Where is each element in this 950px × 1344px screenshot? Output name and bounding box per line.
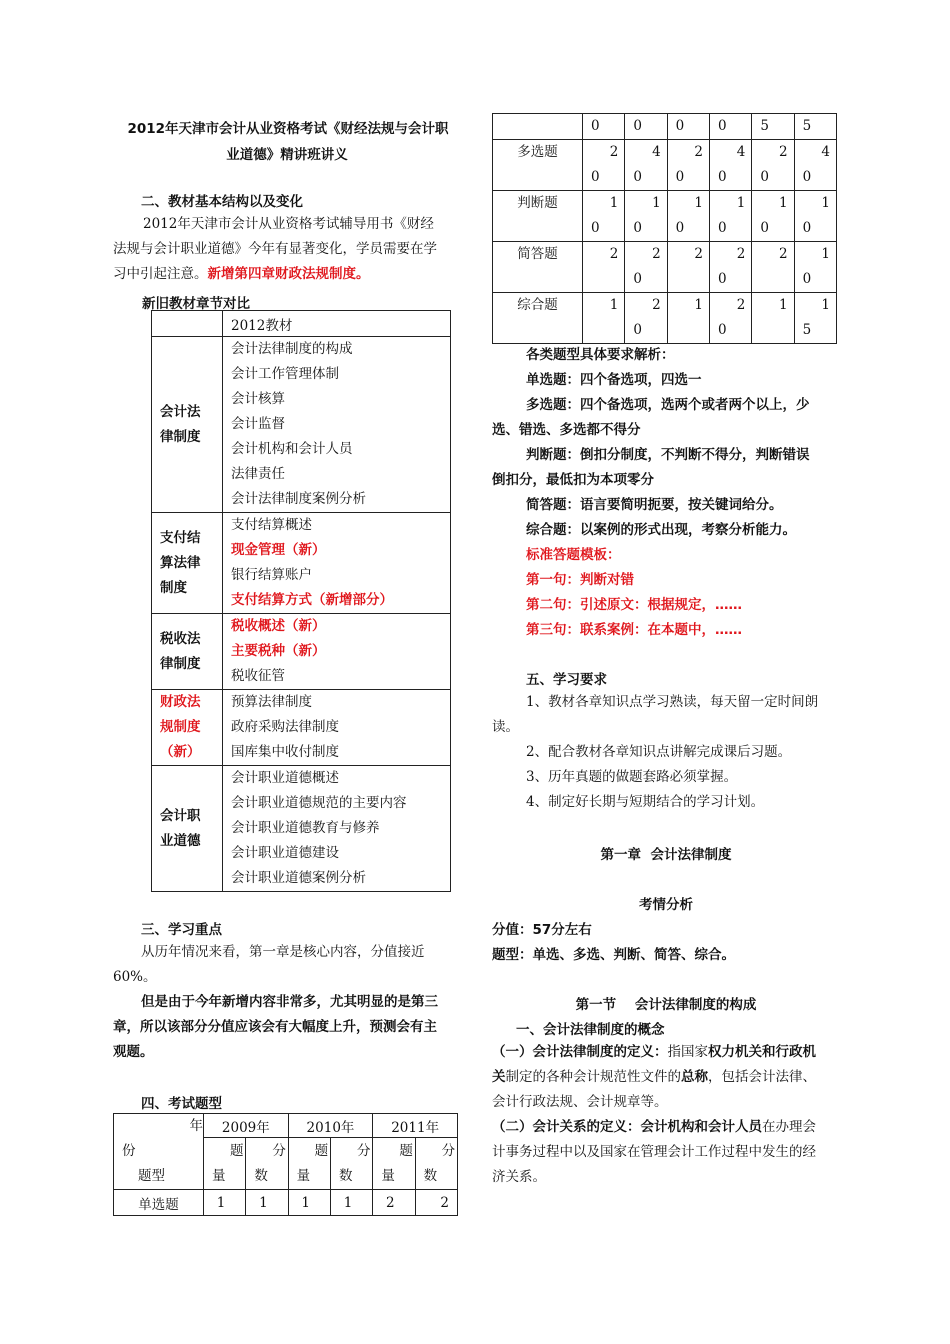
table-cell: 1 0: [583, 191, 625, 242]
table-cell: 1 0: [625, 191, 667, 242]
corner-type: 题型: [138, 1168, 165, 1184]
list-item-new: 税收概述（新）: [231, 618, 326, 634]
req-line: 综合题：以案例的形式出现，考察分析能力。: [526, 522, 796, 538]
list-item: 会计监督: [231, 416, 285, 432]
subheader-score: 分 数: [246, 1138, 288, 1190]
list-item: 法律责任: [231, 466, 285, 482]
list-item: 银行结算账户: [231, 567, 312, 583]
chapter1-title: 第一章 会计法律制度: [600, 847, 732, 863]
table-cell: 0: [709, 114, 751, 140]
table-cell: 1 0: [794, 191, 836, 242]
list-item-new: 支付结算方式（新增部分）: [231, 592, 393, 608]
template-title: 标准答题模板：: [526, 547, 621, 563]
table-cell: 5: [752, 114, 794, 140]
group-items: [223, 690, 451, 766]
compare-title: 新旧教材章节对比: [142, 296, 250, 312]
template-line: 第三句：联系案例：在本题中，……: [526, 622, 742, 638]
group-label: 会计职 业道德: [152, 766, 223, 892]
table-cell: 2 0: [625, 293, 667, 344]
year-header: 2011年: [373, 1114, 458, 1138]
row-label: 判断题: [493, 191, 583, 242]
para-line: 法规与会计职业道德》今年有显著变化，学员需要在学: [113, 241, 437, 257]
req-line: 判断题：倒扣分制度，不判断不得分，判断错误: [526, 447, 810, 463]
subheader-count: 题 量: [373, 1138, 415, 1190]
list-item: 3、历年真题的做题套路必须掌握。: [526, 769, 738, 785]
table-cell: 1: [288, 1190, 330, 1216]
section3-paragraph1: [113, 940, 461, 990]
list-item: 会计法律制度的构成: [231, 341, 353, 357]
group-label: 税收法 律制度: [152, 614, 223, 690]
def-text: 会计行政法规、会计规章等。: [492, 1094, 668, 1110]
table-cell: 2 0: [667, 140, 709, 191]
list-item: 会计核算: [231, 391, 285, 407]
group-label-new: 财政法 规制度 （新）: [152, 690, 223, 766]
new-chapter-note: 新增第四章财政法规制度。: [207, 266, 370, 282]
qtypes-line: 题型：单选、多选、判断、简答、综合。: [492, 947, 735, 963]
subsection1-title: 一、会计法律制度的概念: [516, 1022, 665, 1038]
subheader-score: 分 数: [330, 1138, 372, 1190]
para-text: 习中引起注意。: [113, 266, 208, 282]
table-cell: 1 5: [794, 293, 836, 344]
section2-paragraph: [113, 212, 461, 287]
def-text: 计事务过程中以及国家在管理会计工作过程中发生的经: [492, 1144, 816, 1160]
corner-fen: 份: [122, 1143, 136, 1159]
para-line: 但是由于今年新增内容非常多，尤其明显的是第三: [141, 994, 438, 1010]
req-line: 简答题：语言要简明扼要，按关键词给分。: [526, 497, 783, 513]
group-items: [223, 337, 451, 513]
list-item: 会计机构和会计人员: [231, 441, 353, 457]
def-emphasis: 总称: [681, 1069, 708, 1085]
table-cell: 0: [583, 114, 625, 140]
header-empty-cell: [152, 311, 223, 337]
def-text: 制定的各种会计规范性文件的: [505, 1069, 681, 1085]
list-item: 会计职业道德建设: [231, 845, 339, 861]
def-emphasis: 权力机关和行政机: [708, 1044, 816, 1060]
para-line: 从历年情况来看，第一章是核心内容，分值接近: [141, 944, 425, 960]
exam-type-table-continued: [492, 113, 837, 344]
table-cell: 2 0: [709, 293, 751, 344]
table-header: 2012教材: [223, 311, 451, 337]
list-item: 会计法律制度案例分析: [231, 491, 366, 507]
section5-heading: 五、学习要求: [526, 672, 607, 688]
doc-title-line2: 业道德》精讲班讲义: [226, 147, 348, 163]
list-item: 会计职业道德教育与修养: [231, 820, 380, 836]
exam-type-table: [113, 1113, 458, 1216]
table-cell: 1: [667, 293, 709, 344]
group-items: [223, 766, 451, 892]
group-label: 会计法 律制度: [152, 337, 223, 513]
score-line: 分值：57分左右: [492, 922, 592, 938]
year-header: 2010年: [288, 1114, 373, 1138]
list-item: 税收征管: [231, 668, 285, 684]
req-line: 选、错选、多选都不得分: [492, 422, 641, 438]
template-line: 第二句：引述原文：根据规定，……: [526, 597, 742, 613]
list-item-cont: 读。: [492, 719, 519, 735]
table-cell: 1: [583, 293, 625, 344]
table-cell: 2: [373, 1190, 415, 1216]
def-emphasis: 会计机构和会计人员: [640, 1119, 762, 1135]
list-item-new: 主要税种（新）: [231, 643, 326, 659]
table-cell: 2: [415, 1190, 457, 1216]
table-cell: 2 0: [752, 140, 794, 191]
table-cell: 2: [667, 242, 709, 293]
section3-paragraph2: [113, 990, 461, 1065]
row-label: 单选题: [114, 1190, 204, 1216]
analysis-title: 考情分析: [639, 897, 693, 913]
def-text: 在办理会: [762, 1119, 816, 1135]
table-cell: 2 0: [709, 242, 751, 293]
subheader-count: 题 量: [204, 1138, 246, 1190]
section3-heading: 三、学习重点: [141, 922, 222, 938]
table-cell: 1 0: [667, 191, 709, 242]
subheader-count: 题 量: [288, 1138, 330, 1190]
corner-cell: [114, 1114, 204, 1190]
req-line: 倒扣分，最低扣为本项零分: [492, 472, 654, 488]
row-label: 多选题: [493, 140, 583, 191]
table-cell: 2: [752, 242, 794, 293]
table-cell: 1: [246, 1190, 288, 1216]
table-cell: 1 0: [794, 242, 836, 293]
chapter-compare-table: [151, 310, 451, 892]
list-item: 1、教材各章知识点学习熟读，每天留一定时间朗: [526, 694, 819, 710]
list-item: 国库集中收付制度: [231, 744, 339, 760]
section4-heading: 四、考试题型: [141, 1096, 222, 1112]
def-text: ，包括会计法律、: [708, 1069, 816, 1085]
table-cell: 0: [667, 114, 709, 140]
table-cell: 2 0: [583, 140, 625, 191]
para-line: 章，所以该部分分值应该会有大幅度上升，预测会有主: [113, 1019, 437, 1035]
year-header: 2009年: [204, 1114, 289, 1138]
table-cell: 5: [794, 114, 836, 140]
list-item: 会计职业道德概述: [231, 770, 339, 786]
table-cell: 4 0: [625, 140, 667, 191]
req-line: 多选题：四个备选项，选两个或者两个以上，少: [526, 397, 810, 413]
def-text: 济关系。: [492, 1169, 546, 1185]
list-item: 2、配合教材各章知识点讲解完成课后习题。: [526, 744, 792, 760]
list-item: 会计工作管理体制: [231, 366, 339, 382]
def-text: 指国家: [667, 1044, 708, 1060]
list-item: 支付结算概述: [231, 517, 312, 533]
table-cell: 2 0: [625, 242, 667, 293]
section1-title: 第一节 会计法律制度的构成: [575, 997, 757, 1013]
para-line: 观题。: [113, 1044, 154, 1060]
template-line: 第一句：判断对错: [526, 572, 634, 588]
table-cell: 4 0: [709, 140, 751, 191]
def-emphasis: 关: [492, 1069, 506, 1085]
table-cell: 1 0: [709, 191, 751, 242]
list-item: 会计职业道德案例分析: [231, 870, 366, 886]
group-label: 支付结 算法律 制度: [152, 513, 223, 614]
table-cell: 4 0: [794, 140, 836, 191]
corner-year: 年: [189, 1118, 203, 1134]
req-heading: 各类题型具体要求解析：: [526, 347, 675, 363]
row-label: 综合题: [493, 293, 583, 344]
list-item: 4、制定好长期与短期结合的学习计划。: [526, 794, 765, 810]
table-cell: 2: [583, 242, 625, 293]
para-line: 60%。: [113, 969, 157, 985]
list-item-new: 现金管理（新）: [231, 542, 326, 558]
req-line: 单选题：四个备选项，四选一: [526, 372, 702, 388]
group-items: [223, 614, 451, 690]
def-label: （二）会计关系的定义：: [492, 1119, 641, 1135]
subheader-score: 分 数: [415, 1138, 457, 1190]
table-cell: 1 0: [752, 191, 794, 242]
definition1: [492, 1040, 842, 1115]
requirements-block: [492, 343, 840, 643]
doc-title-line1: 2012年天津市会计从业资格考试《财经法规与会计职: [127, 121, 449, 137]
list-item: 预算法律制度: [231, 694, 312, 710]
table-cell: 0: [625, 114, 667, 140]
section2-heading: 二、教材基本结构以及变化: [141, 194, 303, 210]
definition2: [492, 1115, 842, 1190]
def-label: （一）会计法律制度的定义：: [492, 1044, 668, 1060]
table-cell: 1: [752, 293, 794, 344]
list-item: 会计职业道德规范的主要内容: [231, 795, 407, 811]
row-label: 简答题: [493, 242, 583, 293]
list-item: 政府采购法律制度: [231, 719, 339, 735]
table-cell: 1: [204, 1190, 246, 1216]
table-cell: 1: [330, 1190, 372, 1216]
group-items: [223, 513, 451, 614]
section5-list: [492, 690, 840, 815]
para-line: 2012年天津市会计从业资格考试辅导用书《财经: [143, 216, 434, 232]
empty-cell: [493, 114, 583, 140]
